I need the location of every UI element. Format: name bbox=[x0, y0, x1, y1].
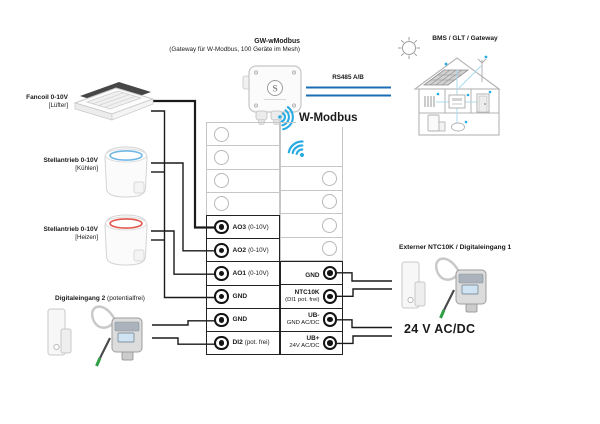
terminal-screw bbox=[323, 312, 338, 327]
wmodbus-label: W-Modbus bbox=[296, 112, 361, 127]
bms-house-image bbox=[398, 37, 499, 135]
rs485-label: RS485 A/B bbox=[332, 74, 364, 81]
terminal-row-gnd1: GND bbox=[207, 285, 279, 308]
external-sensor-label: Externer NTC10K / Digitaleingang 1 bbox=[399, 244, 512, 251]
terminal-row-empty bbox=[281, 213, 342, 237]
cable-sensor-right-image bbox=[436, 259, 486, 318]
terminal-hole bbox=[214, 173, 229, 188]
sun-icon bbox=[398, 37, 420, 59]
terminal-row-empty bbox=[281, 237, 342, 261]
terminal-row-ao1: AO1 (0-10V) bbox=[207, 261, 279, 284]
actuator-cooling-label: Stellantrieb 0-10V [Kühlen] bbox=[43, 157, 98, 172]
terminal-row-empty bbox=[207, 123, 279, 145]
terminal-screw bbox=[214, 313, 229, 328]
cable-sensor-left-image bbox=[92, 307, 142, 366]
terminal-row-empty bbox=[207, 145, 279, 168]
terminal-screw bbox=[323, 289, 338, 304]
terminal-block-left-top bbox=[206, 122, 280, 216]
digital-input2-label: Digitaleingang 2 (potentialfrei) bbox=[55, 295, 145, 302]
terminal-hole bbox=[322, 241, 337, 256]
terminal-row-empty bbox=[281, 190, 342, 214]
terminal-hole bbox=[322, 171, 337, 186]
wifi-zone bbox=[281, 123, 342, 166]
wire-right-ntc bbox=[337, 289, 392, 296]
wire-right-gnd bbox=[337, 273, 392, 281]
actuator-heating-label: Stellantrieb 0-10V [Heizen] bbox=[43, 226, 98, 241]
fancoil-label: Fancoil 0-10V [Lüfter] bbox=[26, 94, 68, 109]
terminal-row-gnd2: GND bbox=[207, 308, 279, 331]
terminal-block-left-io bbox=[206, 215, 280, 355]
terminal-screw bbox=[214, 266, 229, 281]
fancoil-image bbox=[75, 82, 153, 120]
terminal-block-right-io bbox=[280, 261, 343, 355]
terminal-hole bbox=[214, 127, 229, 142]
actuator-cooling-image bbox=[105, 147, 147, 197]
gateway-subtitle: (Gateway für W-Modbus, 100 Geräte im Mesh) bbox=[169, 46, 300, 54]
terminal-hole bbox=[322, 194, 337, 209]
terminal-row-ub-minus: UB- GND AC/DC bbox=[281, 308, 342, 331]
terminal-hole bbox=[214, 196, 229, 211]
terminal-row-di2: DI2 (pot. frei) bbox=[207, 331, 279, 354]
terminal-row-ao2: AO2 (0-10V) bbox=[207, 238, 279, 261]
terminal-screw bbox=[214, 336, 229, 351]
door-contact-right-image bbox=[402, 262, 425, 308]
terminal-screw bbox=[214, 220, 229, 235]
terminal-screw bbox=[323, 266, 338, 281]
terminal-block-right-top bbox=[280, 122, 343, 261]
bms-label: BMS / GLT / Gateway bbox=[432, 35, 498, 42]
terminal-row-empty bbox=[207, 169, 279, 192]
terminal-screw bbox=[214, 243, 229, 258]
terminal-row-empty bbox=[281, 166, 342, 190]
actuator-heating-image bbox=[105, 215, 147, 265]
gateway-label bbox=[160, 38, 300, 54]
terminal-row-ao3: AO3 (0-10V) bbox=[207, 216, 279, 238]
power-label: 24 V AC/DC bbox=[404, 322, 476, 336]
terminal-hole bbox=[214, 150, 229, 165]
terminal-hole bbox=[322, 218, 337, 233]
terminal-row-ntc10k: NTC10K (DI1 pot. frei) bbox=[281, 284, 342, 307]
terminal-row-empty bbox=[207, 192, 279, 215]
door-contact-left-image bbox=[48, 309, 71, 355]
terminal-screw bbox=[214, 289, 229, 304]
gateway-logo-s: S bbox=[272, 84, 278, 95]
terminal-screw bbox=[323, 336, 338, 351]
wire-right-ub-plus bbox=[337, 336, 392, 343]
terminal-row-ub-plus: UB+ 24V AC/DC bbox=[281, 331, 342, 354]
wire-right-ub-minus bbox=[337, 320, 392, 328]
terminal-row-gnd-right: GND bbox=[281, 262, 342, 284]
gateway-title: GW-wModbus bbox=[254, 38, 300, 45]
